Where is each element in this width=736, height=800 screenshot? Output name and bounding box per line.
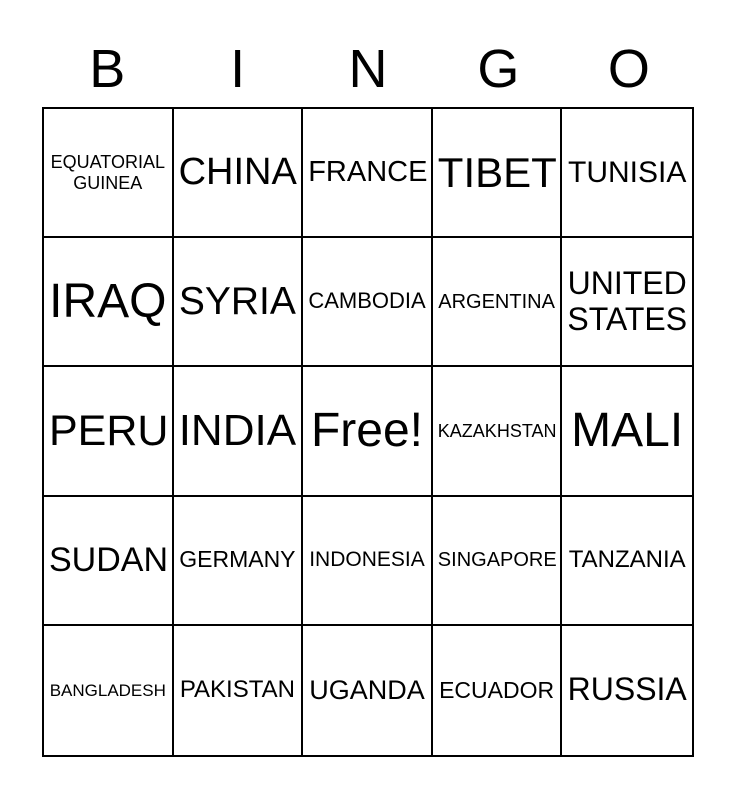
bingo-cell-label: EQUATORIAL GUINEA xyxy=(50,152,165,193)
free-space-label: Free! xyxy=(310,404,423,458)
bingo-cell-label: SINGAPORE xyxy=(437,549,557,571)
bingo-cell[interactable] xyxy=(44,109,174,238)
bingo-cell[interactable] xyxy=(303,238,433,367)
bingo-cell[interactable] xyxy=(44,497,174,626)
bingo-cell[interactable] xyxy=(433,626,563,755)
bingo-cell[interactable] xyxy=(433,109,563,238)
bingo-cell-label: TANZANIA xyxy=(568,545,686,573)
bingo-cell-label: INDIA xyxy=(178,406,297,456)
bingo-cell[interactable] xyxy=(174,497,304,626)
bingo-cell-label: PERU xyxy=(49,406,169,455)
bingo-title-letter-i: I xyxy=(230,39,246,99)
bingo-cell-label: BANGLADESH xyxy=(49,680,166,700)
bingo-cell-label: UGANDA xyxy=(309,675,425,706)
bingo-cell[interactable] xyxy=(303,497,433,626)
bingo-cell-label: PAKISTAN xyxy=(179,675,295,703)
bingo-cell[interactable] xyxy=(174,626,304,755)
bingo-cell-label: RUSSIA xyxy=(567,671,687,708)
bingo-cell-label: SYRIA xyxy=(178,279,296,323)
bingo-cell-label: CHINA xyxy=(178,151,297,194)
bingo-cell[interactable] xyxy=(562,238,692,367)
bingo-cell-label: IRAQ xyxy=(49,274,167,328)
bingo-cell[interactable] xyxy=(562,497,692,626)
free-space-cell[interactable] xyxy=(303,367,433,496)
bingo-cell[interactable] xyxy=(433,238,563,367)
bingo-cell-label: INDONESIA xyxy=(309,548,425,572)
bingo-cell[interactable] xyxy=(303,626,433,755)
bingo-title-letter-o: O xyxy=(607,39,650,99)
bingo-cell-label: ECUADOR xyxy=(439,676,555,703)
bingo-card-grid xyxy=(42,107,694,757)
bingo-cell-label: ARGENTINA xyxy=(438,290,555,313)
bingo-cell-label: TUNISIA xyxy=(568,155,687,189)
bingo-cell[interactable] xyxy=(44,238,174,367)
bingo-title-letter-n: N xyxy=(348,39,388,99)
bingo-cell[interactable] xyxy=(303,109,433,238)
bingo-cell-label: GERMANY xyxy=(179,546,296,573)
bingo-cell[interactable] xyxy=(44,367,174,496)
bingo-cell-label: UNITED STATES xyxy=(567,264,688,337)
bingo-cell[interactable] xyxy=(174,238,304,367)
bingo-cell-label: CAMBODIA xyxy=(308,288,426,314)
bingo-cell-label: SUDAN xyxy=(49,541,169,580)
bingo-cell[interactable] xyxy=(44,626,174,755)
bingo-title-letter-b: B xyxy=(89,39,126,99)
bingo-cell[interactable] xyxy=(174,109,304,238)
bingo-cell[interactable] xyxy=(562,626,692,755)
bingo-cell-label: FRANCE xyxy=(308,156,428,189)
bingo-cell[interactable] xyxy=(433,367,563,496)
bingo-cell-label: TIBET xyxy=(437,149,557,197)
bingo-title-letter-g: G xyxy=(477,39,520,99)
bingo-cell[interactable] xyxy=(562,367,692,496)
bingo-cell-label: KAZAKHSTAN xyxy=(437,420,557,441)
bingo-cell-label: MALI xyxy=(571,404,684,458)
bingo-cell[interactable] xyxy=(562,109,692,238)
bingo-cell[interactable] xyxy=(433,497,563,626)
bingo-title xyxy=(42,36,694,102)
bingo-cell[interactable] xyxy=(174,367,304,496)
